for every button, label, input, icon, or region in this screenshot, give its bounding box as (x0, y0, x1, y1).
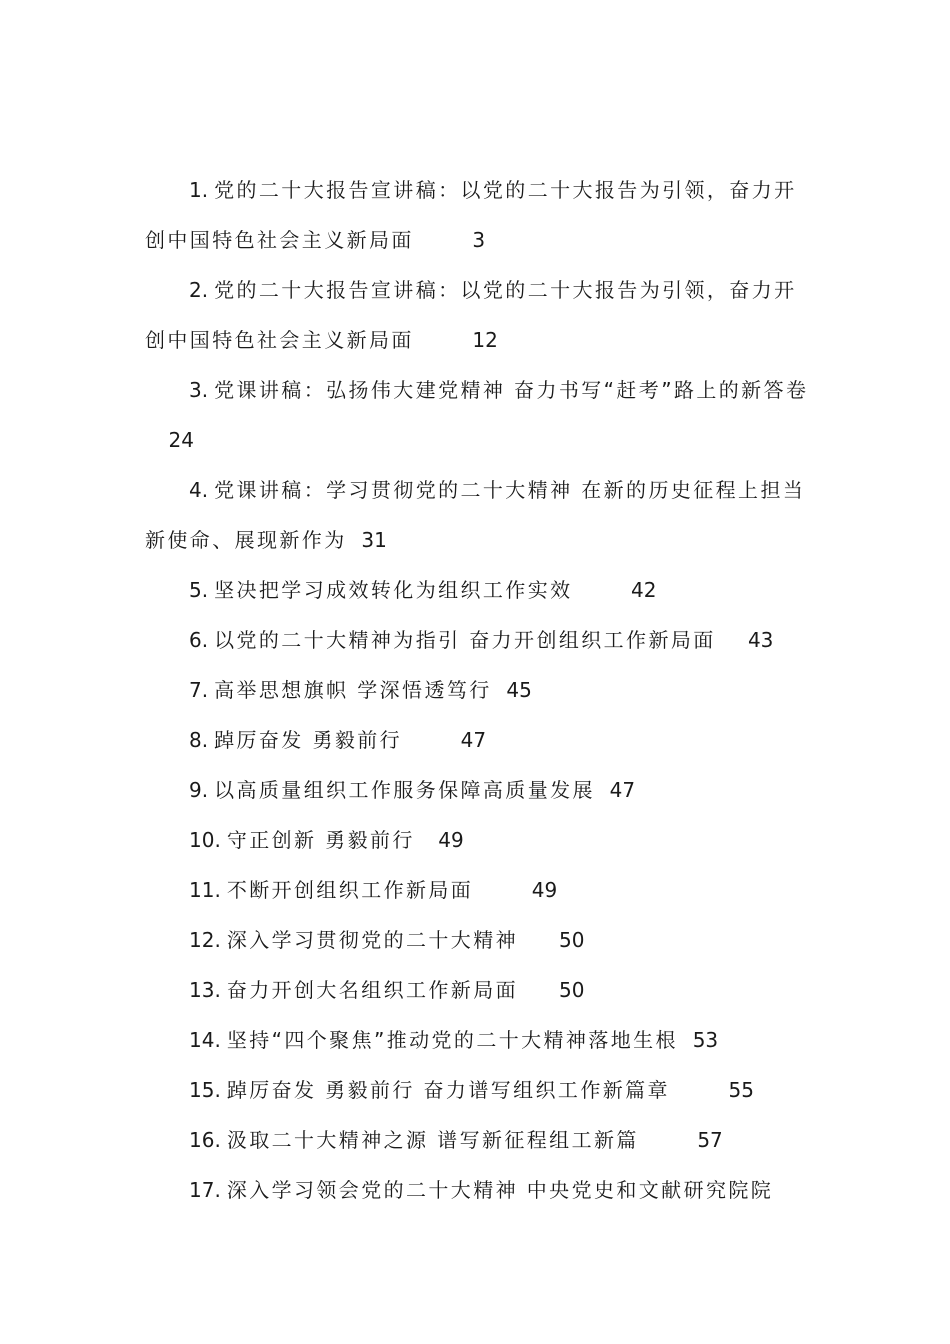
toc-entry-number: 16 (189, 1128, 215, 1152)
toc-entry-title: 踔厉奋发 勇毅前行 奋力谱写组织工作新篇章 (226, 1078, 670, 1102)
toc-entry-separator: . (201, 178, 209, 202)
toc-entry-number: 9 (189, 778, 202, 802)
toc-entry-gap (639, 1128, 692, 1152)
toc-entry-number: 14 (189, 1028, 215, 1052)
toc-entry-page: 50 (559, 928, 585, 952)
toc-entry-gap (145, 428, 163, 452)
toc-entry-page: 55 (728, 1078, 754, 1102)
toc-entry-page: 49 (438, 828, 464, 852)
toc-entry-gap (595, 778, 604, 802)
toc-entry-title: 汲取二十大精神之源 谱写新征程组工新篇 (226, 1128, 639, 1152)
toc-entry (145, 165, 815, 265)
toc-entry-title: 坚持“四个聚焦”推动党的二十大精神落地生根 (226, 1028, 678, 1052)
toc-entry-gap (678, 1028, 687, 1052)
toc-entry-separator: . (214, 878, 221, 902)
toc-entry-gap (518, 928, 553, 952)
toc-entry-separator: . (201, 678, 209, 702)
toc-entry-title: 深入学习领会党的二十大精神 中央党史和文献研究院院 (226, 1178, 774, 1202)
toc-entry-gap (716, 628, 742, 652)
toc-entry (145, 1065, 815, 1115)
toc-entry-separator: . (201, 378, 209, 402)
toc-entry (145, 965, 815, 1015)
table-of-contents (145, 165, 815, 1215)
toc-entry (145, 915, 815, 965)
toc-entry-title: 党的二十大报告宣讲稿：以党的二十大报告为引领，奋力开创中国特色社会主义新局面 (145, 278, 797, 352)
toc-entry-separator: . (201, 478, 209, 502)
toc-entry-title: 奋力开创大名组织工作新局面 (226, 978, 519, 1002)
toc-entry-gap (415, 828, 433, 852)
toc-entry-separator: . (214, 928, 221, 952)
toc-entry-gap (518, 978, 553, 1002)
toc-entry-page: 47 (609, 778, 636, 802)
toc-entry-page: 12 (472, 328, 498, 352)
toc-entry-separator: . (201, 278, 209, 302)
toc-entry-number: 1 (189, 178, 202, 202)
toc-entry-gap (573, 578, 626, 602)
toc-entry (145, 1165, 815, 1215)
toc-entry-gap (414, 328, 467, 352)
toc-entry-separator: . (201, 728, 209, 752)
toc-entry-separator: . (214, 1028, 221, 1052)
toc-entry-title: 以高质量组织工作服务保障高质量发展 (214, 778, 595, 802)
toc-entry-separator: . (201, 628, 209, 652)
toc-entry-page: 49 (531, 878, 558, 902)
toc-entry-title: 以党的二十大精神为指引 奋力开创组织工作新局面 (214, 628, 716, 652)
toc-entry-number: 12 (189, 928, 215, 952)
toc-entry-page: 3 (472, 228, 486, 252)
toc-entry-page: 42 (631, 578, 657, 602)
toc-entry-gap (492, 678, 501, 702)
toc-entry-number: 5 (189, 578, 202, 602)
toc-entry-number: 17 (189, 1178, 215, 1202)
toc-entry-separator: . (201, 578, 209, 602)
toc-entry-gap (473, 878, 526, 902)
toc-entry-title: 党的二十大报告宣讲稿：以党的二十大报告为引领，奋力开创中国特色社会主义新局面 (145, 178, 797, 252)
toc-entry-number: 8 (189, 728, 202, 752)
toc-entry-title: 踔厉奋发 勇毅前行 (214, 728, 403, 752)
toc-entry (145, 1015, 815, 1065)
toc-entry-page: 24 (168, 428, 194, 452)
toc-entry-gap (670, 1078, 723, 1102)
toc-entry (145, 365, 815, 465)
toc-entry-number: 13 (189, 978, 215, 1002)
toc-entry-title: 深入学习贯彻党的二十大精神 (226, 928, 519, 952)
toc-entry-number: 7 (189, 678, 202, 702)
toc-entry-number: 6 (189, 628, 202, 652)
toc-entry-page: 43 (747, 628, 774, 652)
toc-entry-title: 党课讲稿：学习贯彻党的二十大精神 在新的历史征程上担当新使命、展现新作为 (145, 478, 806, 552)
toc-entry-page: 31 (361, 528, 387, 552)
toc-entry-page: 57 (697, 1128, 723, 1152)
toc-entry (145, 815, 815, 865)
toc-entry-number: 3 (189, 378, 202, 402)
toc-entry-separator: . (201, 778, 209, 802)
toc-entry (145, 765, 815, 815)
toc-entry-gap (402, 728, 455, 752)
toc-entry (145, 265, 815, 365)
toc-entry-separator: . (214, 1178, 221, 1202)
toc-entry-separator: . (214, 1078, 221, 1102)
toc-entry-separator: . (214, 978, 221, 1002)
toc-entry-gap (347, 528, 356, 552)
toc-entry (145, 565, 815, 615)
toc-entry-gap (414, 228, 467, 252)
toc-entry (145, 615, 815, 665)
toc-entry-title: 高举思想旗帜 学深悟透笃行 (214, 678, 492, 702)
toc-entry-page: 45 (506, 678, 532, 702)
toc-entry (145, 465, 815, 565)
toc-entry (145, 1115, 815, 1165)
toc-entry-page: 50 (559, 978, 585, 1002)
toc-entry-title: 守正创新 勇毅前行 (226, 828, 415, 852)
toc-entry (145, 665, 815, 715)
toc-entry-number: 4 (189, 478, 202, 502)
toc-entry-title: 党课讲稿：弘扬伟大建党精神 奋力书写“赶考”路上的新答卷 (214, 378, 809, 402)
toc-entry-number: 2 (189, 278, 202, 302)
toc-entry-number: 15 (189, 1078, 215, 1102)
toc-entry-title: 坚决把学习成效转化为组织工作实效 (214, 578, 573, 602)
toc-entry (145, 715, 815, 765)
toc-entry-page: 47 (460, 728, 487, 752)
toc-entry-separator: . (214, 1128, 221, 1152)
toc-entry (145, 865, 815, 915)
toc-entry-title: 不断开创组织工作新局面 (226, 878, 474, 902)
toc-entry-number: 10 (189, 828, 215, 852)
toc-entry-page: 53 (692, 1028, 719, 1052)
toc-entry-separator: . (214, 828, 221, 852)
toc-entry-number: 11 (189, 878, 215, 902)
